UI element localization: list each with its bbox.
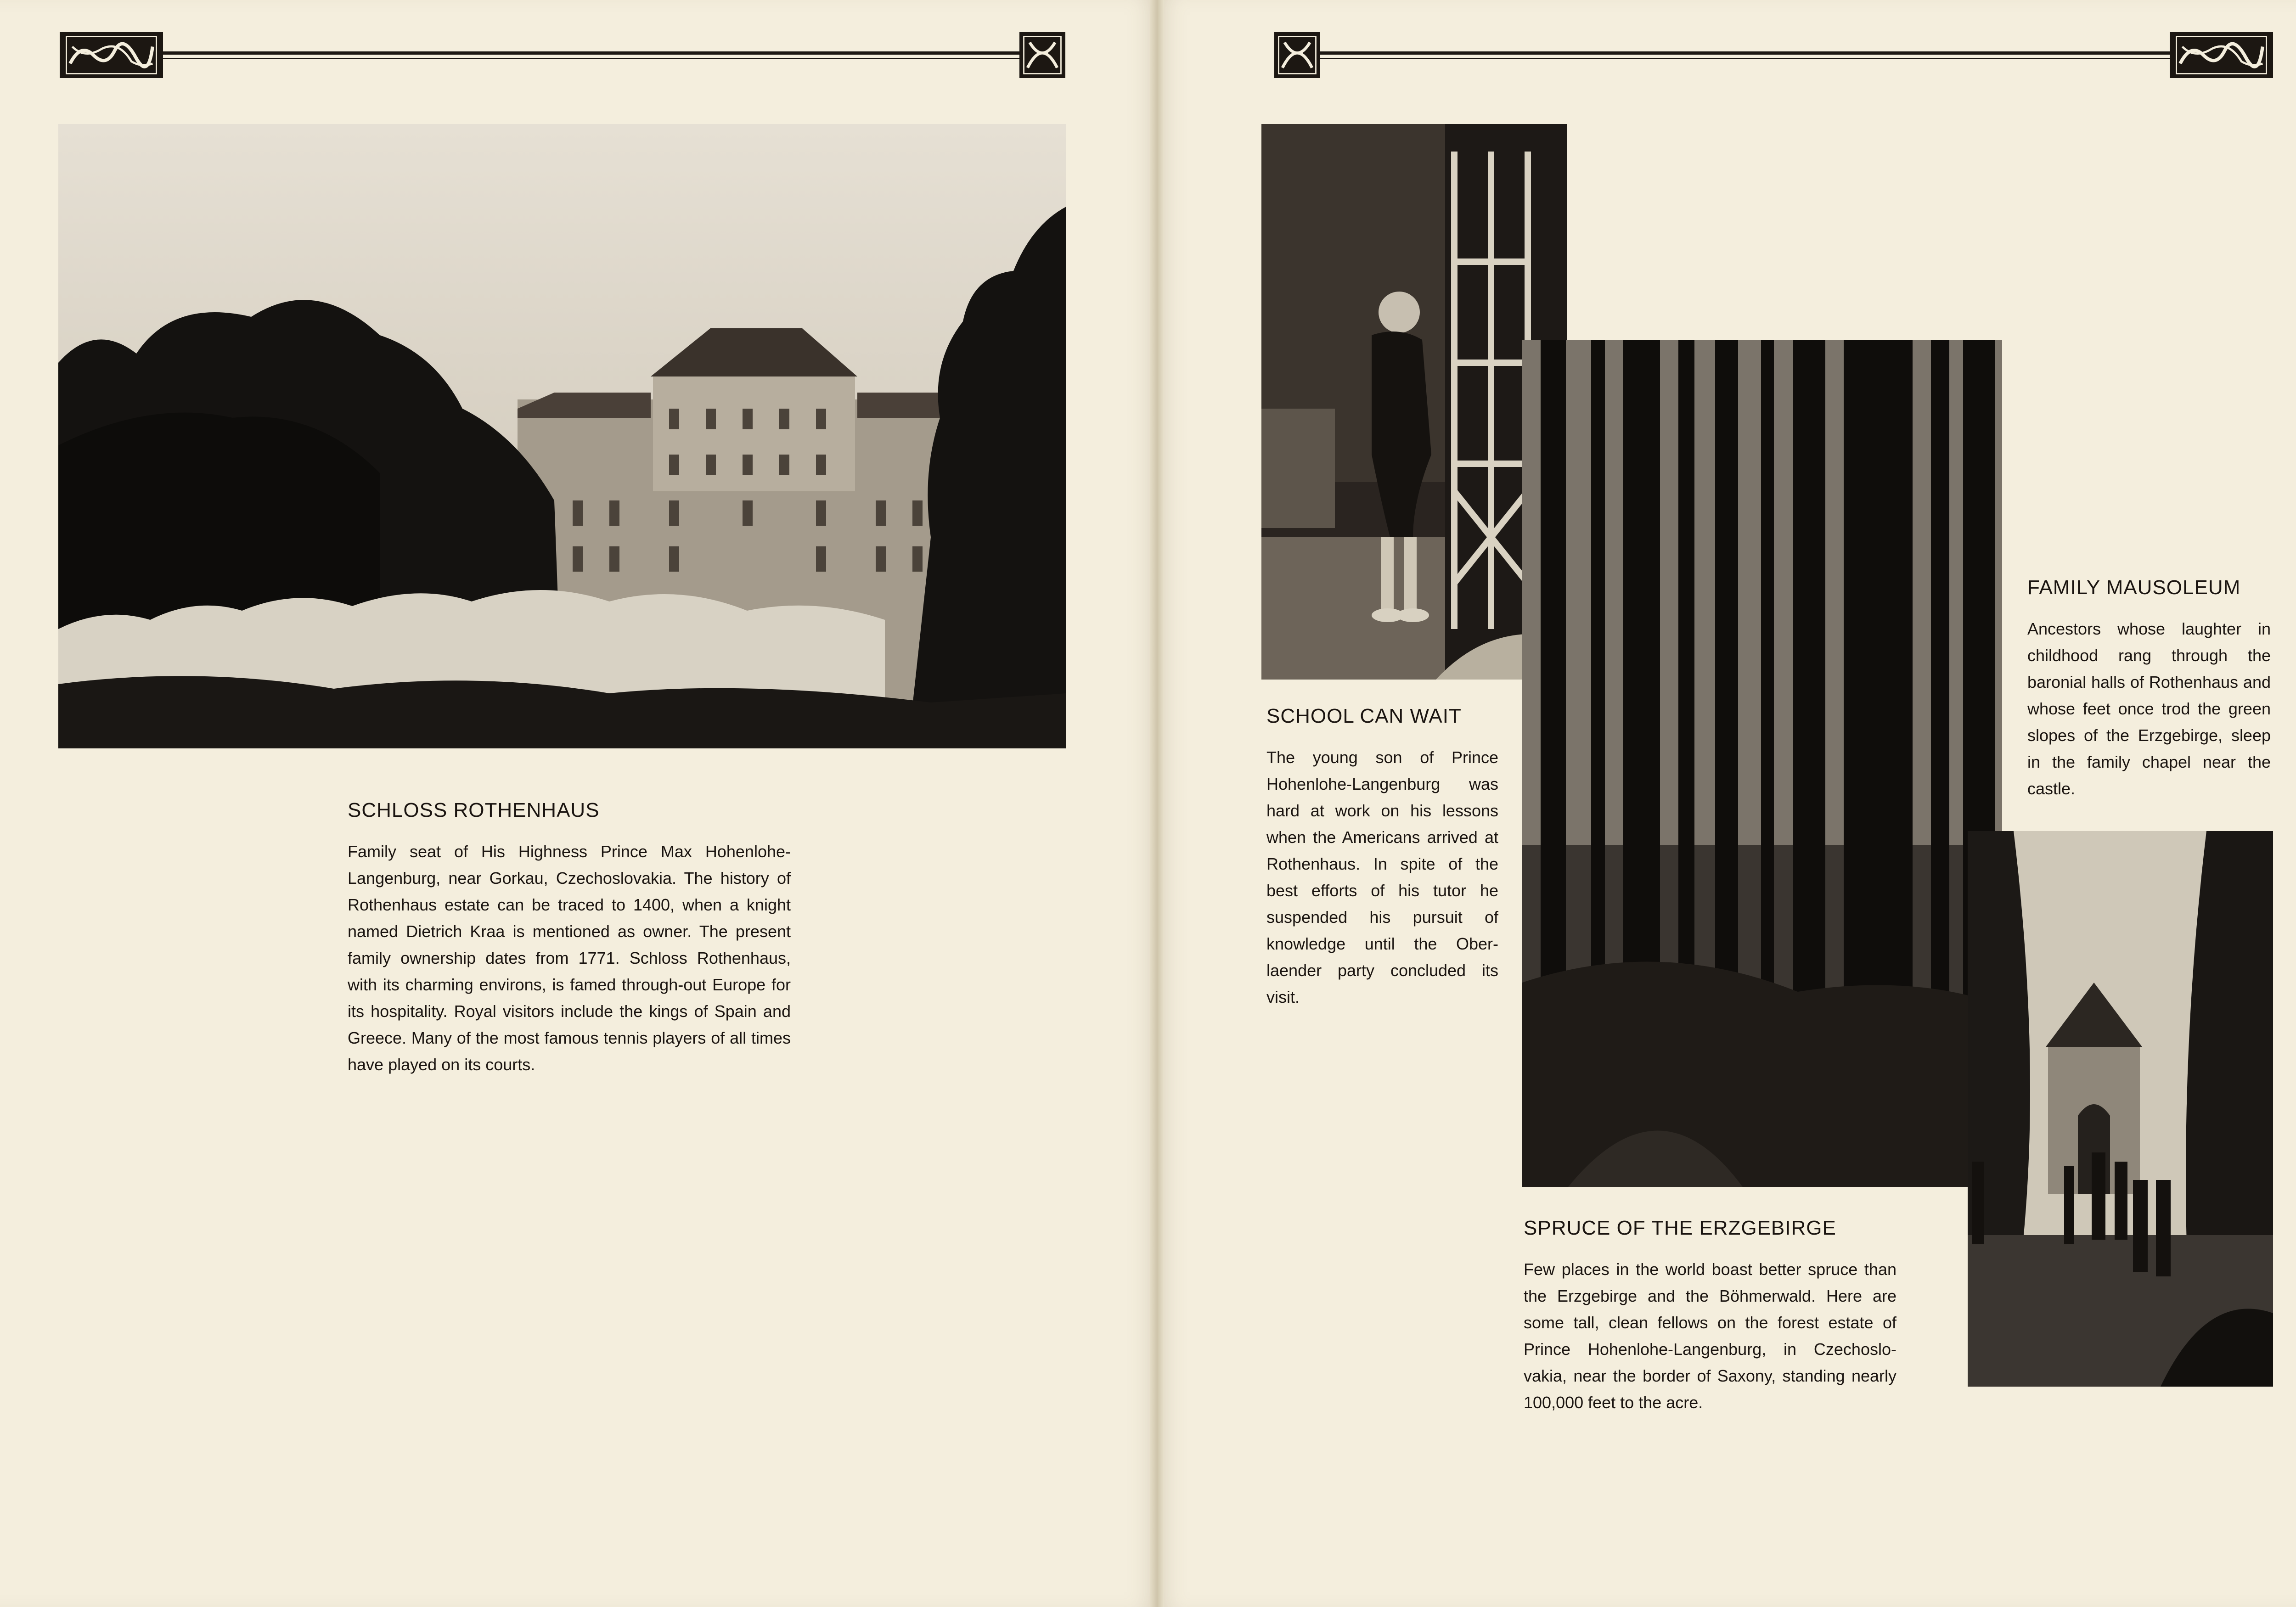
family-mausoleum-caption	[2027, 576, 2271, 802]
family-mausoleum-photo	[1968, 831, 2273, 1387]
right-header-ornament	[1274, 32, 2273, 78]
caption-body: The young son of Prince Hohenlohe-Langenburg was hard at work on his lessons when the Americans arrived at Rothenhaus. In spite of the best efforts of his tutor he suspended his pursuit of knowledge until the Ober-laender party concluded its visit.	[1266, 748, 1498, 1006]
caption-title: SPRUCE OF THE ERZGEBIRGE	[1524, 1217, 1836, 1239]
caption-title: FAMILY MAUSOLEUM	[2027, 576, 2241, 599]
school-can-wait-photo	[1261, 124, 1567, 680]
schloss-rothenhaus-photo	[58, 124, 1066, 748]
spruce-erzgebirge-photo	[1522, 340, 2002, 1187]
book-spine	[1150, 0, 1164, 1607]
ornament-corner-left	[60, 32, 163, 78]
spruce-erzgebirge-caption	[1524, 1217, 1896, 1416]
caption-title: SCHLOSS ROTHENHAUS	[348, 799, 600, 821]
ornament-corner-right	[2170, 32, 2273, 78]
school-can-wait-caption	[1266, 705, 1498, 1011]
ornament-corner-right	[1019, 32, 1065, 78]
caption-body: Family seat of His Highness Prince Max Hohenlohe-Langenburg, near Gorkau, Czechoslovakia. The history of Rothenhaus estate can be traced to 1400, when a knight named Dietrich Kraa is mentioned as owner. The present family ownership dates from 1771. Schloss Rothenhaus, with its charming environs, is famed through-out Europe for its hospitality. Royal visitors include the kings of Spain and Greece. Many of the most famous tennis players of all times have played on its courts.	[348, 842, 791, 1074]
caption-body: Few places in the world boast better spruce than the Erzgebirge and the Böhmerwald. Here are some tall, clean fellows on the forest estate of Prince Hohenlohe-Langenburg, in Czechoslo-vakia, near the border of Saxony, standing nearly 100,000 feet to the acre.	[1524, 1260, 1896, 1412]
ornament-corner-left	[1274, 32, 1320, 78]
schloss-rothenhaus-caption	[348, 799, 791, 1078]
caption-title: SCHOOL CAN WAIT	[1266, 705, 1462, 727]
caption-body: Ancestors whose laughter in childhood rang through the baronial halls of Rothenhaus and whose feet once trod the green slopes of the Erzgebirge, sleep in the family chapel near the castle.	[2027, 619, 2271, 798]
left-header-ornament	[60, 32, 1065, 78]
